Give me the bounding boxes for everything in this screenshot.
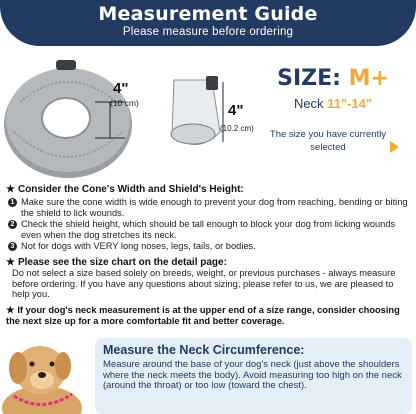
- star-icon: ★: [6, 184, 15, 195]
- neck-measure-text: Measure around the base of your dog's neck (just above the shoulders where the neck meets the body). Avoid measuring too high on the neck (around the throat) or too low (toward the chest).: [103, 359, 402, 391]
- header-banner: [0, 0, 416, 46]
- cone-width-label: 4": [113, 80, 129, 97]
- size-label: SIZE:: [277, 66, 341, 91]
- neck-measure-title: Measure the Neck Circumference:: [103, 343, 305, 357]
- shield-height-cm-label: (10.2 cm): [220, 124, 254, 133]
- neck-label: Neck: [293, 96, 324, 111]
- size-up-text: If your dog's neck measurement is at the upper end of a size range, consider choosing the next size up for a more comfortable fit and better coverage.: [6, 305, 400, 326]
- size-note: The size you have currently selected: [269, 129, 387, 153]
- cone-collar-image: [0, 42, 160, 182]
- size-heading: [258, 66, 408, 91]
- number-badge: 3: [8, 242, 17, 251]
- dog-photo: [0, 330, 86, 414]
- bullet-text: Not for dogs with VERY long noses, legs, tails, or bodies.: [21, 241, 256, 251]
- bullet-text: Make sure the cone width is wide enough to prevent your dog from reaching, bending or biting the shield to lick wounds.: [21, 197, 408, 218]
- size-chart-text: Do not select a size based solely on breeds, weight, or previous purchases - always measure before ordering. If you have any questions about sizing, please refer to us, we are pleased to help you.: [12, 268, 396, 299]
- shield-image: [168, 72, 228, 158]
- size-up-tip: [6, 305, 412, 326]
- size-value: M+: [348, 66, 389, 91]
- star-icon: ★: [6, 257, 15, 268]
- list-item: [8, 219, 412, 240]
- number-badge: 1: [8, 198, 17, 207]
- neck-range: [258, 96, 408, 111]
- list-item: [8, 241, 412, 252]
- neck-value: 11"-14": [327, 96, 373, 111]
- cone-shield-title: Consider the Cone's Width and Shield's Height:: [17, 184, 244, 195]
- number-badge: 2: [8, 220, 17, 229]
- cone-shield-heading: [6, 184, 244, 195]
- cone-shield-bullets: [8, 197, 412, 253]
- size-chart-heading: [6, 257, 227, 268]
- cone-width-cm-label: (10 cm): [110, 98, 139, 108]
- size-chart-title: Please see the size chart on the detail page:: [17, 257, 227, 268]
- neck-measure-box: [95, 338, 412, 414]
- list-item: [8, 197, 412, 218]
- play-icon: [390, 141, 399, 153]
- bullet-text: Check the shield height, which should be tall enough to block your dog from licking wounds even when the dog stretches its neck.: [21, 219, 396, 240]
- page-title: Measurement Guide: [98, 3, 318, 25]
- star-icon: ★: [6, 305, 15, 315]
- shield-height-label: 4": [228, 102, 244, 119]
- page-subtitle: Please measure before ordering: [122, 26, 294, 38]
